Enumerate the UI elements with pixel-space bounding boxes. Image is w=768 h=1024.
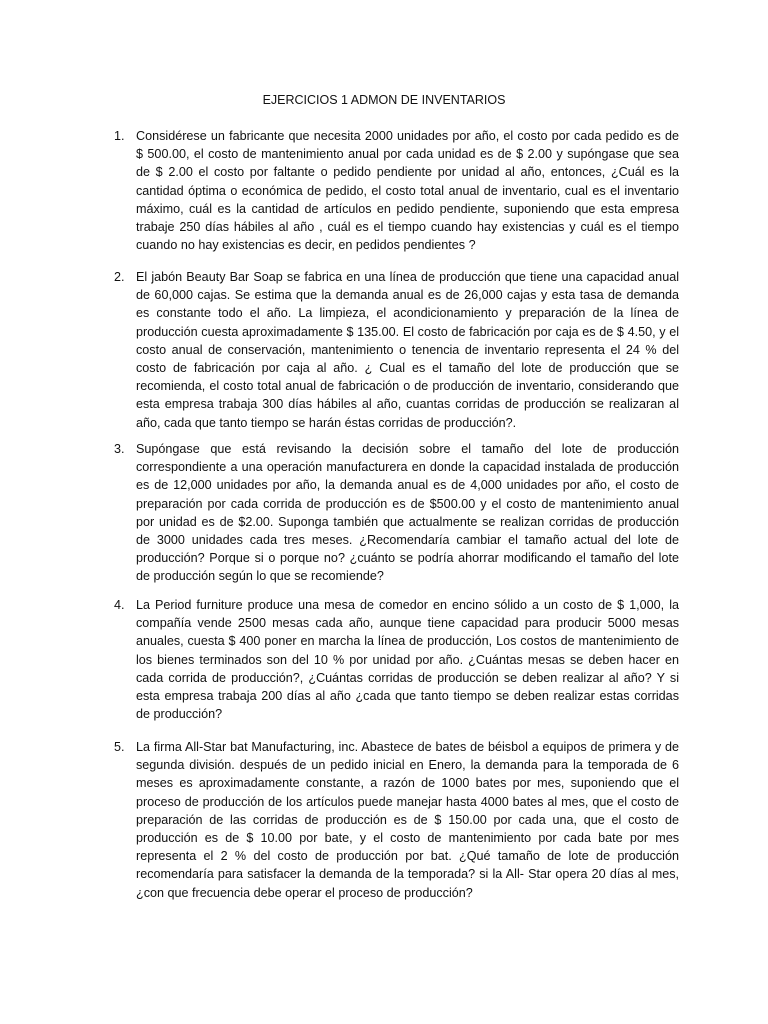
exercise-text: Supóngase que está revisando la decisión sobre el tamaño del lote de producción correspondiente a una operación manufacturera en donde la capacidad instalada de producción es de 12,000 unidades por año, la demanda anual es de 4,000 unidades por año, el costo de preparación por cada corrida de producción es de $500.00 y el costo de mantenimiento anual por unidad es de $2.00. Suponga también que actualmente se realizan corridas de producción de 3000 unidades cada tres meses. ¿Recomendaría cambiar el tamaño actual del lote de producción? Porque si o porque no? ¿cuánto se podría ahorrar modificando el tamaño del lote de producción según lo que se recomiende? [136,442,679,584]
exercise-number: 1. [114,129,125,143]
exercise-item-2 [114,268,679,432]
exercise-item-1 [114,127,679,254]
exercise-number: 5. [114,740,125,754]
exercise-item-5 [114,738,679,902]
document-title: EJERCICIOS 1 ADMON DE INVENTARIOS [262,93,506,107]
exercise-number: 2. [114,270,125,284]
exercise-number: 3. [114,442,125,456]
exercise-text: La Period furniture produce una mesa de comedor en encino sólido a un costo de $ 1,000, la compañía vende 2500 mesas cada año, aunque tiene capacidad para producir 5000 mesas anuales, cuesta $ 400 poner en marcha la línea de producción, Los costos de mantenimiento de los bienes terminados son del 10 % por unidad por año. ¿Cuántas mesas se deben hacer en cada corrida de producción?, ¿Cuántas corridas de producción se deben realizar al año? Y si esta empresa trabaja 200 días al año ¿cada que tanto tiempo se deben realizar estas corridas de producción? [136,598,679,722]
exercise-number: 4. [114,598,125,612]
exercise-item-4 [114,596,679,723]
exercise-text: La firma All-Star bat Manufacturing, inc. Abastece de bates de béisbol a equipos de primera y de segunda división. después de un pedido inicial en Enero, la demanda para la temporada de 6 meses es aproximadamente constante, a razón de 1000 bates por mes, suponiendo que el proceso de producción de los artículos puede manejar hasta 4000 bates al mes, que el costo de preparación de las corridas de producción es de $ 150.00 por cada una, que el costo de producción es de $ 10.00 por bate, y el costo de mantenimiento por cada bate por mes representa el 2 % del costo de producción por bat. ¿Qué tamaño de lote de producción recomendaría para satisfacer la demanda de la temporada? si la All- Star opera 20 días al mes, ¿con que frecuencia debe operar el proceso de producción? [136,740,679,900]
exercise-text: El jabón Beauty Bar Soap se fabrica en una línea de producción que tiene una capacidad anual de 60,000 cajas. Se estima que la demanda anual es de 26,000 cajas y esta tasa de demanda es constante todo el año. La limpieza, el acondicionamiento y preparación de la línea de producción cuesta aproximadamente $ 135.00. El costo de fabricación por caja es de $ 4.50, y el costo anual de conservación, mantenimiento o tenencia de inventario representa el 24 % del costo de fabricación por caja al año. ¿ Cual es el tamaño del lote de producción que se recomienda, el costo total anual de fabricación o de producción de inventario, considerando que esta empresa trabaja 300 días hábiles al año, cuantas corridas de producción se realizaran al año, cada que tanto tiempo se harán éstas corridas de producción?. [136,270,679,430]
exercise-text: Considérese un fabricante que necesita 2000 unidades por año, el costo por cada pedido es de $ 500.00, el costo de mantenimiento anual por cada unidad es de $ 2.00 y supóngase que sea de $ 2.00 el costo por faltante o pedido pendiente por unidad al año, entonces, ¿Cuál es la cantidad óptima o económica de pedido, el costo total anual de inventario, cual es el inventario máximo, cuál es la cantidad de artículos en pedido pendiente, suponiendo que esta empresa trabaje 250 días hábiles al año , cuál es el tiempo cuando hay existencias y cuál es el tiempo cuando no hay existencias es decir, en pedidos pendientes ? [136,129,679,253]
exercise-item-3 [114,440,679,586]
